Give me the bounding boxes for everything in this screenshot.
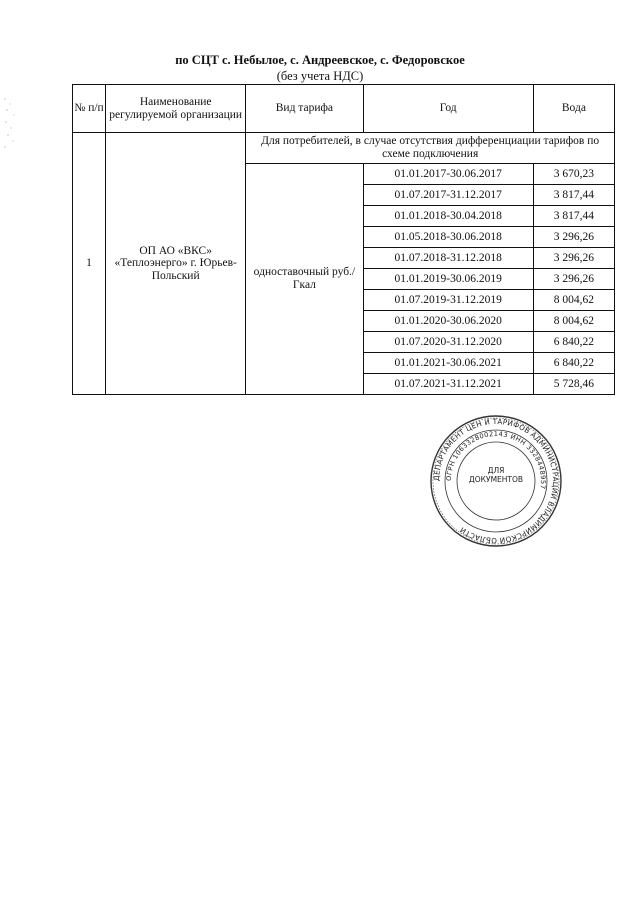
tariff-table: [72, 84, 615, 395]
period-cell: 01.07.2019-31.12.2019: [363, 290, 533, 311]
stamp-ring-text: ДЕПАРТАМЕНТ ЦЕН И ТАРИФОВ АДМИНИСТРАЦИИ ВЛАДИМИРСКОЙ ОБЛАСТИ: [431, 416, 561, 546]
period-cell: 01.01.2018-30.04.2018: [363, 206, 533, 227]
water-value-cell: 3 670,23: [533, 164, 614, 185]
period-cell: 01.07.2018-31.12.2018: [363, 248, 533, 269]
period-cell: 01.01.2020-30.06.2020: [363, 311, 533, 332]
period-cell: 01.07.2020-31.12.2020: [363, 332, 533, 353]
document-subtitle: (без учета НДС): [276, 69, 364, 83]
table-header-row: [73, 85, 615, 133]
period-cell: 01.01.2021-30.06.2021: [363, 353, 533, 374]
organization-cell: ОП АО «ВКС» «Теплоэнерго» г. Юрьев-Польский: [106, 133, 246, 395]
period-cell: 01.07.2021-31.12.2021: [363, 374, 533, 395]
water-value-cell: 3 817,44: [533, 185, 614, 206]
water-value-cell: 3 296,26: [533, 269, 614, 290]
water-value-cell: 3 296,26: [533, 248, 614, 269]
water-value-cell: 8 004,62: [533, 290, 614, 311]
column-header-year: Год: [363, 85, 533, 133]
period-cell: 01.07.2017-31.12.2017: [363, 185, 533, 206]
water-value-cell: 5 728,46: [533, 374, 614, 395]
water-value-cell: 3 296,26: [533, 227, 614, 248]
consumer-note-cell: Для потребителей, в случае отсутствия дифференциации тарифов по схеме подключения: [246, 133, 615, 164]
column-header-number: № п/п: [73, 85, 106, 133]
column-header-water: Вода: [533, 85, 614, 133]
water-value-cell: 6 840,22: [533, 332, 614, 353]
water-value-cell: 6 840,22: [533, 353, 614, 374]
column-header-organization: Наименование регулируемой организации: [106, 85, 246, 133]
tariff-type-cell: одноставочный руб./Гкал: [246, 164, 363, 395]
official-stamp: [429, 414, 563, 548]
stamp-center-text: ДЛЯ ДОКУМЕНТОВ: [468, 466, 524, 484]
period-cell: 01.01.2019-30.06.2019: [363, 269, 533, 290]
period-cell: 01.01.2017-30.06.2017: [363, 164, 533, 185]
row-number-cell: 1: [73, 133, 106, 395]
stamp-codes-text: ОГРН 1063328002143 ИНН 3328448957: [444, 429, 548, 490]
column-header-tariff-type: Вид тарифа: [246, 85, 363, 133]
margin-scan-marks: [2, 95, 22, 155]
document-title: по СЦТ с. Небылое, с. Андреевское, с. Федоровское: [175, 53, 465, 67]
table-row-note: [73, 133, 615, 164]
water-value-cell: 3 817,44: [533, 206, 614, 227]
water-value-cell: 8 004,62: [533, 311, 614, 332]
period-cell: 01.05.2018-30.06.2018: [363, 227, 533, 248]
